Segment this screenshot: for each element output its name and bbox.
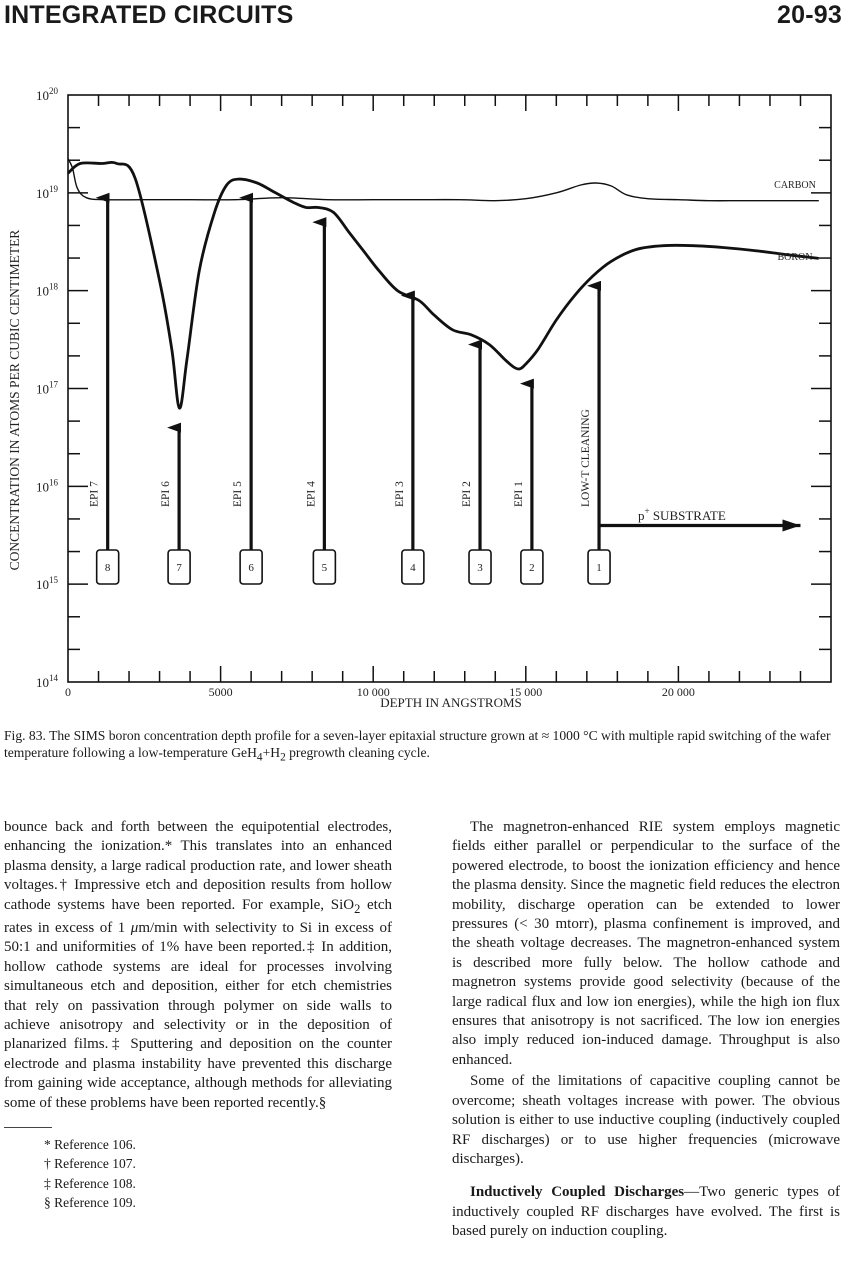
epi-layer-label: EPI 7 <box>88 481 101 507</box>
x-tick-label: 0 <box>65 685 71 699</box>
y-tick-label: $10^{18}$ <box>36 281 58 299</box>
left-text-column <box>4 818 392 1211</box>
x-tick-label: 15 000 <box>509 685 543 699</box>
epi-layer-label: EPI 5 <box>232 481 245 507</box>
layer-number: 5 <box>321 562 328 574</box>
carbon-series-label: CARBON <box>774 180 816 191</box>
layer-number: 4 <box>410 562 416 574</box>
footnote: ‡ Reference 108. <box>44 1175 136 1191</box>
x-tick-label: 10 000 <box>356 685 390 699</box>
substrate-label: p+ SUBSTRATE <box>638 506 726 523</box>
section-heading: Inductively Coupled Discharges <box>470 1184 685 1201</box>
running-header-title: INTEGRATED CIRCUITS <box>4 1 294 29</box>
sims-depth-profile-chart <box>0 80 846 720</box>
y-axis-title: CONCENTRATION IN ATOMS PER CUBIC CENTIMETER <box>7 229 22 571</box>
x-tick-label: 20 000 <box>661 685 695 699</box>
carbon-series-line <box>68 159 819 201</box>
y-tick-label: $10^{16}$ <box>36 477 58 495</box>
layer-number: 3 <box>477 562 483 574</box>
y-tick-label: $10^{17}$ <box>36 379 58 397</box>
x-tick-label: 5000 <box>208 685 233 699</box>
figure-caption: Fig. 83. The SIMS boron concentration depth profile for a seven-layer epitaxial structure grown at ≈ 1000 °C with multiple rapid switching of the wafer temperature following a low-temperature $GeH_4+H_2$ pregrowth cleaning cycle. <box>4 728 831 764</box>
x-axis-title: DEPTH IN ANGSTROMS <box>380 695 522 710</box>
footnote-rule <box>4 1127 52 1128</box>
epi-layer-label: EPI 3 <box>393 481 406 507</box>
left-paragraph: bounce back and forth between the equipotential electrodes, enhancing the ionization.* This translates into an enhanced plasma density, a large radical production rate, and lower sheath voltages.† Impressive etch and deposition results from hollow cathode systems have been reported. For example, SiO$_2$ etch rates in excess of 1 μm/min with selectivity to Si in excess of 50:1 and uniformities of 1% have been reported.‡ In addition, hollow cathode systems are ideal for processes involving simultaneous etch and deposition, either for etch chemistries that rely on passivation through polymer on side walls to achieve anisotropy and selectivity or in the deposition of planarized films.‡ Sputtering and deposition on the counter electrode and plasma instability have prevented this discharge from gaining wide acceptance, although methods for alleviating some of these problems have been reported recently.§ <box>4 819 393 1111</box>
layer-number: 8 <box>104 562 111 574</box>
y-tick-label: $10^{19}$ <box>36 183 58 201</box>
right-paragraph-1: The magnetron-enhanced RIE system employs magnetic fields either parallel or perpendicular to the surface of the powered electrode, to boost the ionization efficiency and hence the plasma density. Since the magnetic field reduces the electron mobility, discharge operation can be extended to lower pressures (< 30 mtorr), plasma confinement is improved, and the sheath voltage decreases. The magnetron-enhanced system is described more fully below. The hollow cathode and magnetron systems provide good selectivity (because of the large radical flux and low ion energies), while the high ion flux ensures that anisotropy is not sacrificed. The low ion energies also imply reduced ion-induced damage. Throughput is also enhanced. <box>452 819 840 1068</box>
layer-number: 1 <box>596 562 602 574</box>
epi-layer-label: EPI 1 <box>512 481 525 507</box>
boron-series-label: BORON <box>777 252 813 263</box>
footnote: § Reference 109. <box>44 1194 136 1210</box>
footnote: † Reference 107. <box>44 1156 136 1172</box>
page-number: 20-93 <box>777 1 842 29</box>
y-tick-label: $10^{14}$ <box>36 673 58 690</box>
epi-layer-label: EPI 2 <box>461 481 474 507</box>
right-paragraph-3: Inductively Coupled Discharges—Two generic types of inductively coupled RF discharges have evolved. The first is based purely on induction coupling. <box>452 1184 841 1240</box>
epi-layer-label: LOW-T CLEANING <box>580 409 593 507</box>
footnote: * Reference 106. <box>44 1137 136 1153</box>
layer-number: 2 <box>529 562 535 574</box>
layer-number: 7 <box>176 562 182 574</box>
right-text-column <box>452 818 840 1242</box>
right-paragraph-2: Some of the limitations of capacitive coupling cannot be overcome; sheath voltages increase with power. The obvious solution is either to use inductive coupling (inductively coupled RF discharges) or to use higher frequencies (microwave discharges). <box>452 1073 840 1167</box>
y-tick-label: $10^{20}$ <box>36 86 58 103</box>
epi-layer-label: EPI 4 <box>305 481 318 507</box>
y-tick-label: $10^{15}$ <box>36 575 58 593</box>
layer-number: 6 <box>248 562 254 574</box>
epi-layer-label: EPI 6 <box>160 481 173 507</box>
